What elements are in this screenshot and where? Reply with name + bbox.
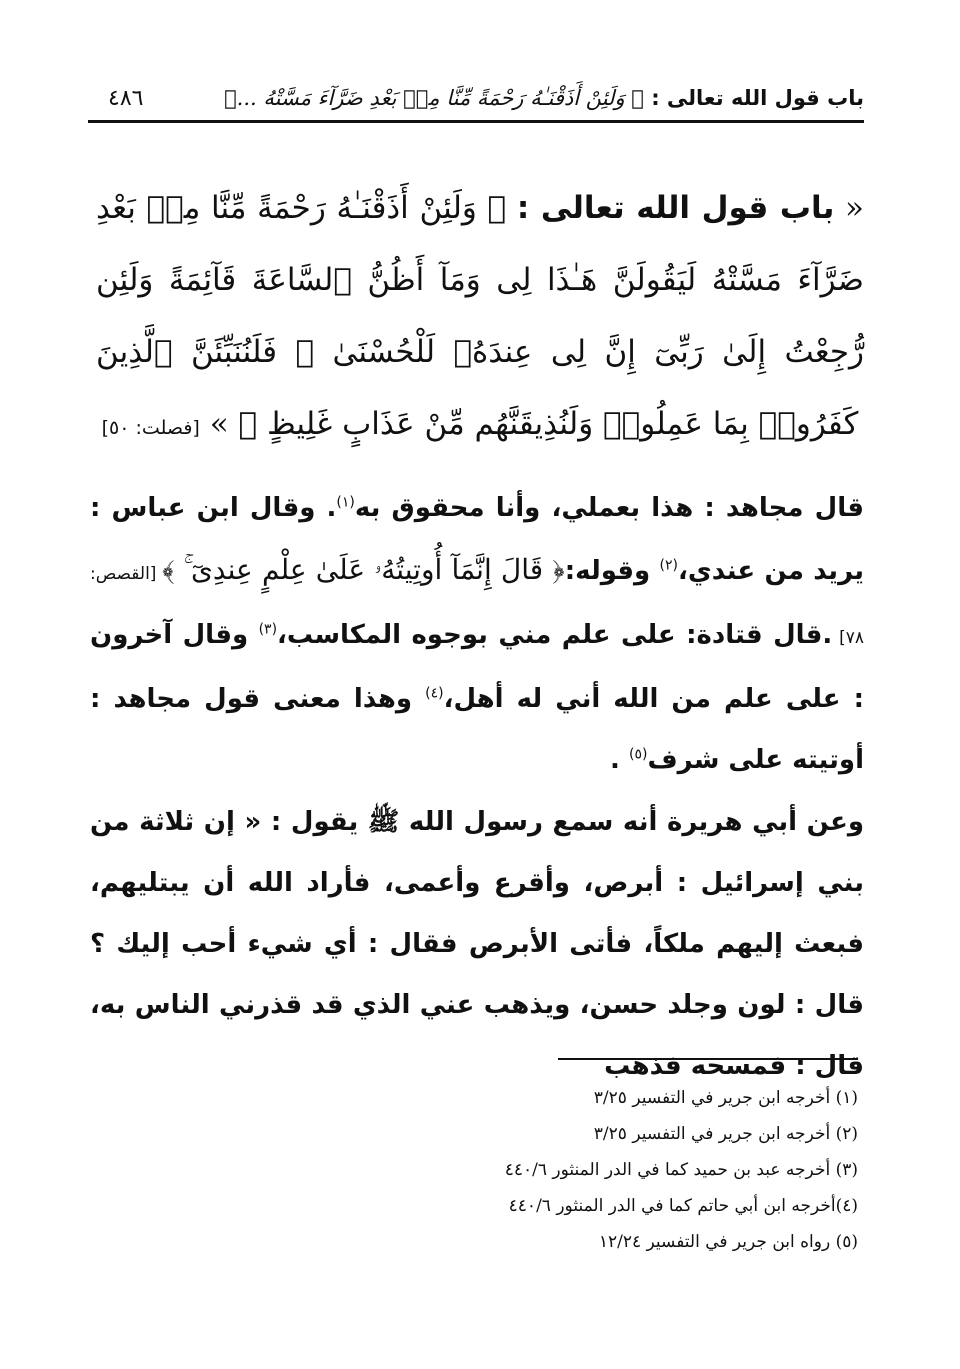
footnote-marker-5: (٥) xyxy=(628,746,648,763)
header-verse: ﴿ وَلَئِنْ أَذَقْنَـٰهُ رَحْمَةً مِّنَّا مِنۢ بَعْدِ ضَرَّآءَ مَسَّتْهُ ...﴾ xyxy=(224,86,644,110)
header-bab: باب قول الله تعالى : xyxy=(651,86,864,110)
para1-text-3: وقوله: xyxy=(564,556,660,586)
chapter-close-quote: » xyxy=(209,406,229,442)
para1-text-6: وهذا معنى قول مجاهد : أوتيته على شرف xyxy=(90,684,864,775)
para1-verse-reference: [القصص: ٧٨] xyxy=(90,564,864,648)
chapter-verse-reference: [فصلت: ٥٠] xyxy=(101,417,200,439)
footnote-divider xyxy=(558,1058,858,1060)
para1-text-7: . xyxy=(610,745,629,775)
footnote-marker-4: (٤) xyxy=(425,685,444,702)
para1-text-1: قال مجاهد : هذا بعملي، وأنا محقوق به xyxy=(354,493,864,523)
para1-text-2: . وقال ابن عباس : يريد من عندي، xyxy=(90,493,865,586)
chapter-bab: باب قول الله تعالى : xyxy=(516,190,835,226)
running-header xyxy=(88,80,864,123)
commentary-paragraph xyxy=(90,478,864,791)
header-title xyxy=(224,86,864,110)
para1-text-4: .قال قتادة: على علم مني بوجوه المكاسب، xyxy=(277,620,833,650)
footnote-item: (١) أخرجه ابن جرير في التفسير ٣/٢٥ xyxy=(593,1088,858,1108)
para1-text-5: وقال آخرون : على علم من الله أني له أهل، xyxy=(90,620,864,714)
footnote-marker-3: (٣) xyxy=(258,621,278,638)
footnote-marker-2: (٢) xyxy=(659,557,679,574)
footnotes-list xyxy=(238,1080,858,1260)
chapter-verse: ﴿ وَلَئِنْ أَذَقْنَـٰهُ رَحْمَةً مِّنَّا مِنۢ بَعْدِ ضَرَّآءَ مَسَّتْهُ لَيَقُولَنَّ هَـٰذَا لِى وَمَآ أَظُنُّ ٱلسَّاعَةَ قَآئِمَةً وَلَئِن رُّجِعْتُ إِلَىٰ رَبِّىٓ إِنَّ لِى عِندَهُۥ لَلْحُسْنَىٰ ۚ فَلَنُنَبِّئَنَّ ٱلَّذِينَ كَفَرُوا۟ بِمَا عَمِلُوا۟ وَلَنُذِيقَنَّهُم مِّنْ عَذَابٍ غَلِيظٍ ﴾ xyxy=(96,190,864,442)
para1-verse: ﴿ قَالَ إِنَّمَآ أُوتِيتُهُۥ عَلَىٰ عِلْمٍ عِندِىٓ ۚ ﴾ xyxy=(162,553,565,586)
footnote-item: (٤)أخرجه ابن أبي حاتم كما في الدر المنثور ٤٤٠/٦ xyxy=(508,1196,858,1216)
hadith-paragraph: وعن أبي هريرة أنه سمع رسول الله ﷺ يقول : « إن ثلاثة من بني إسرائيل : أبرص، وأقرع وأعمى، فأراد الله أن يبتليهم، فبعث إليهم ملكاً، فأتى الأبرص فقال : أي شيء أحب إليك ؟ قال : لون وجلد حسن، ويذهب عني الذي قد قذرني الناس به، قال : فمسحه فذهب xyxy=(90,807,864,1081)
footnote-marker-1: (١) xyxy=(336,494,355,511)
chapter-open-quote: « xyxy=(845,190,865,226)
footnote-item: (٢) أخرجه ابن جرير في التفسير ٣/٢٥ xyxy=(593,1124,858,1144)
chapter-heading xyxy=(96,172,864,464)
footnote-item: (٣) أخرجه عبد بن حميد كما في الدر المنثور ٤٤٠/٦ xyxy=(504,1160,858,1180)
page-number: ٤٨٦ xyxy=(108,86,144,111)
footnote-item: (٥) رواه ابن جرير في التفسير ١٢/٢٤ xyxy=(598,1232,858,1252)
